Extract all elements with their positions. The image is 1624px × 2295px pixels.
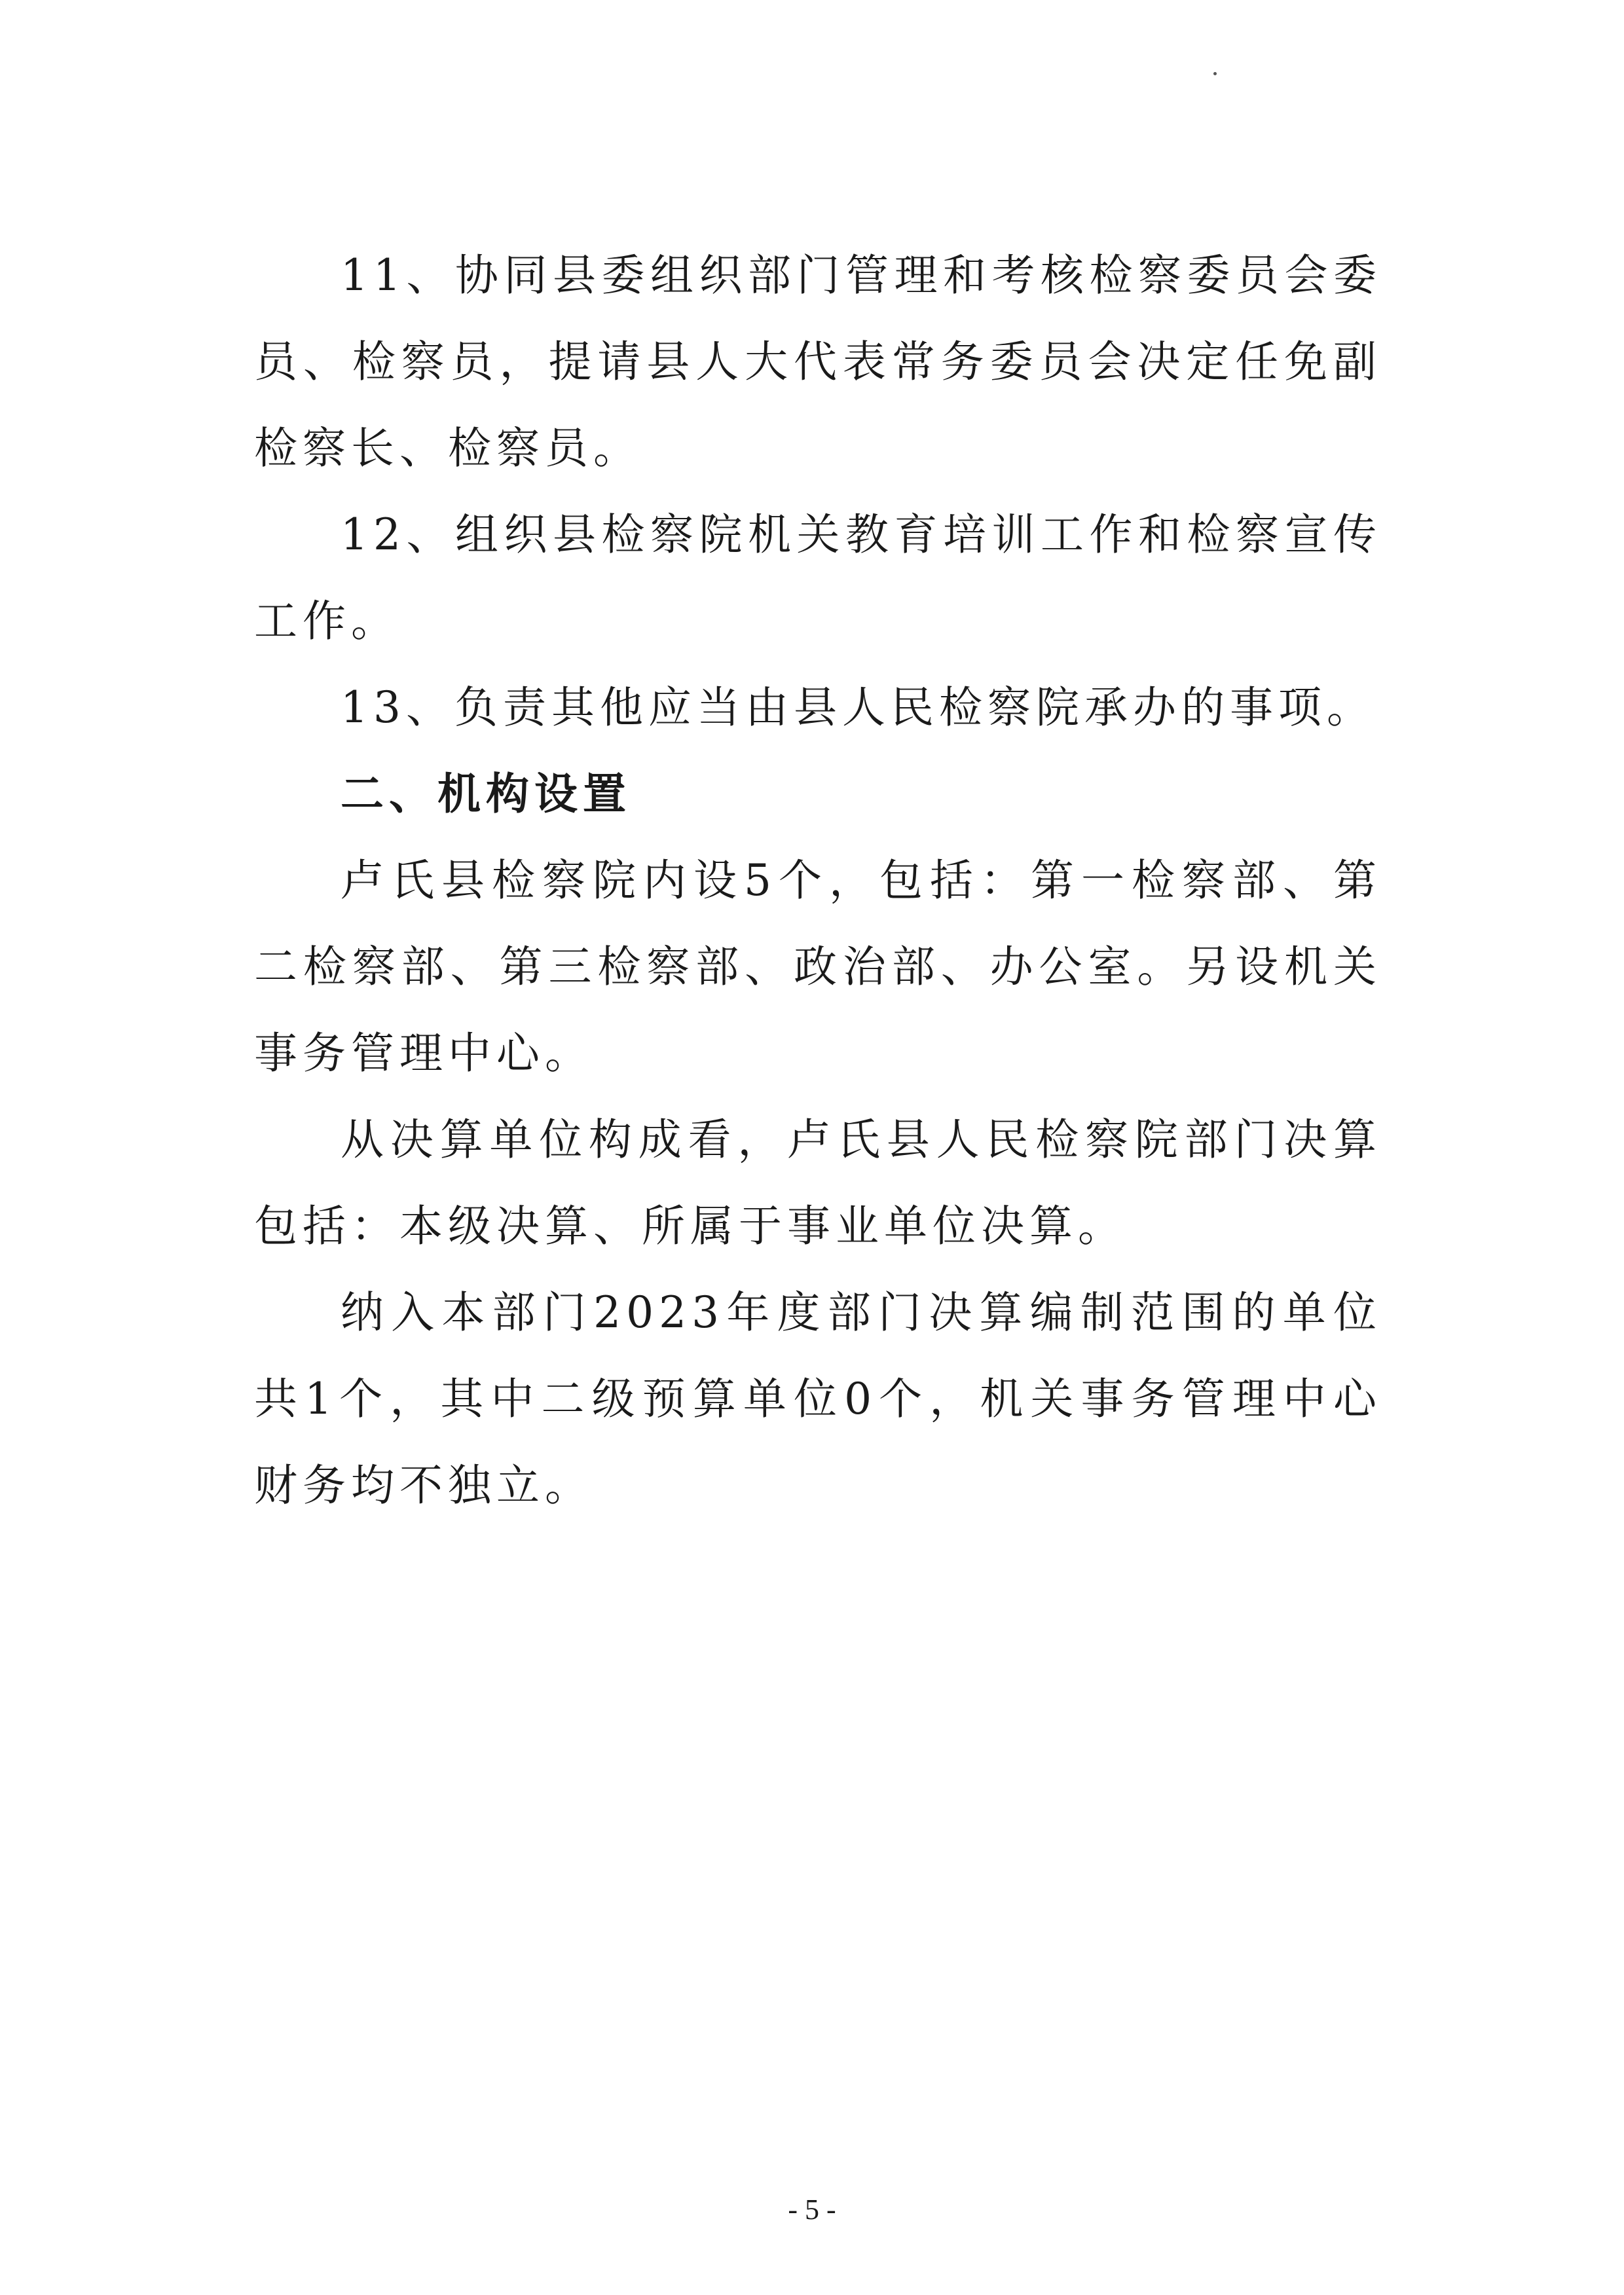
document-body [254,232,1382,1529]
paragraph-item-12: 12、组织县检察院机关教育培训工作和检察宣传工作。 [254,509,1382,646]
page-number: - 5 - [788,2194,836,2226]
paragraph-scope: 纳入本部门2023年度部门决算编制范围的单位共1个，其中二级预算单位0个，机关事务管理中心财务均不独立。 [254,1287,1382,1511]
paragraph-item-13: 13、负责其他应当由县人民检察院承办的事项。 [341,682,1375,733]
scan-speck [1213,72,1217,75]
paragraph-unit-composition: 从决算单位构成看，卢氏县人民检察院部门决算包括：本级决算、所属于事业单位决算。 [254,1114,1382,1251]
paragraph-internal-structure: 卢氏县检察院内设5个，包括：第一检察部、第二检察部、第三检察部、政治部、办公室。另设机关事务管理中心。 [254,855,1382,1078]
section-heading: 二、机构设置 [341,769,631,819]
paragraph-item-11: 11、协同县委组织部门管理和考核检察委员会委员、检察员，提请县人大代表常务委员会决定任免副检察长、检察员。 [254,250,1382,473]
